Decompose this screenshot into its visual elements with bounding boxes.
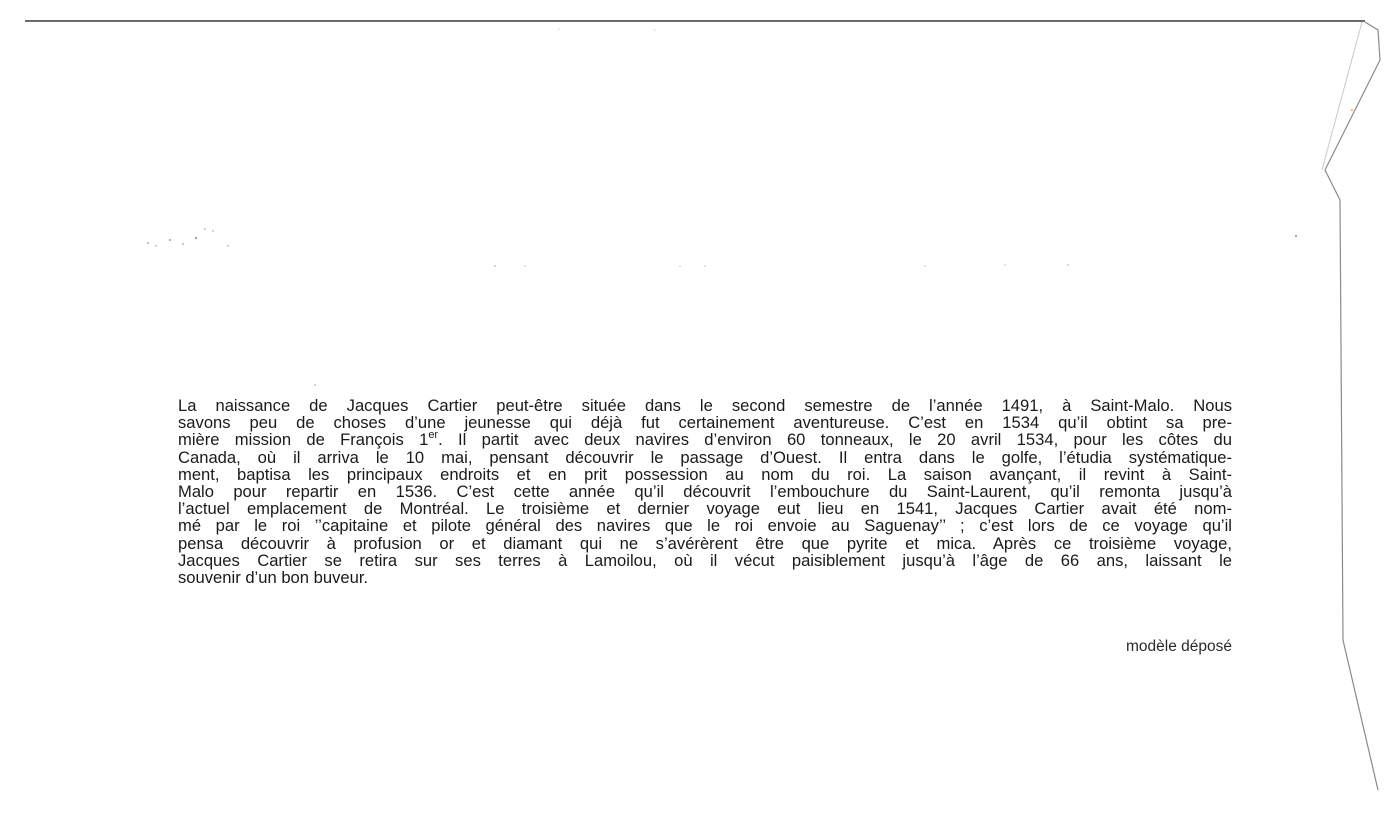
text-line: Canada, où il arriva le 10 mai, pensant découvrir le passage d’Ouest. Il entra dans le golfe, l’étudia systématique- (178, 447, 1232, 467)
superscript: er (428, 428, 439, 441)
text-line: souvenir d’un bon buveur. (178, 568, 369, 588)
text-line: Malo pour repartir en 1536. C’est cette année qu’il découvrit l’embouchure du Saint-Laurent, qu’il remonta jusqu’à (178, 482, 1232, 502)
registered-design-note: modèle déposé (1126, 638, 1232, 655)
text-line: mé par le roi ’’capitaine et pilote général des navires que le roi envoie au Saguenay’’ ; c’est lors de ce voyage qu’il (178, 516, 1232, 536)
text-line: La naissance de Jacques Cartier peut-être située dans le second semestre de l’année 1491, à Saint-Malo. Nous (178, 396, 1232, 415)
text-line: l’actuel emplacement de Montréal. Le troisième et dernier voyage eut lieu en 1541, Jacques Cartier avait été nom- (178, 499, 1232, 519)
text-line: savons peu de choses d’une jeunesse qui déjà fut certainement aventureuse. C’est en 1534 qu’il obtint sa pre- (178, 413, 1232, 433)
text-segment: mière mission de François 1 (178, 430, 429, 450)
historical-text (178, 397, 1232, 586)
text-line: pensa découvrir à profusion or et diamant qui ne s’avérèrent être que pyrite et mica. Après ce troisième voyage, (178, 533, 1232, 553)
text-line: Jacques Cartier se retira sur ses terres à Lamoilou, où il vécut paisiblement jusqu’à l’âge de 66 ans, laissant le (178, 550, 1232, 570)
text-line: ment, baptisa les principaux endroits et en prit possession au nom du roi. La saison avançant, il revint à Saint- (178, 464, 1232, 484)
text-segment: . Il partit avec deux navires d’environ 60 tonneaux, le 20 avril 1534, pour les côtes du (438, 430, 1232, 450)
text-line (178, 428, 1232, 450)
